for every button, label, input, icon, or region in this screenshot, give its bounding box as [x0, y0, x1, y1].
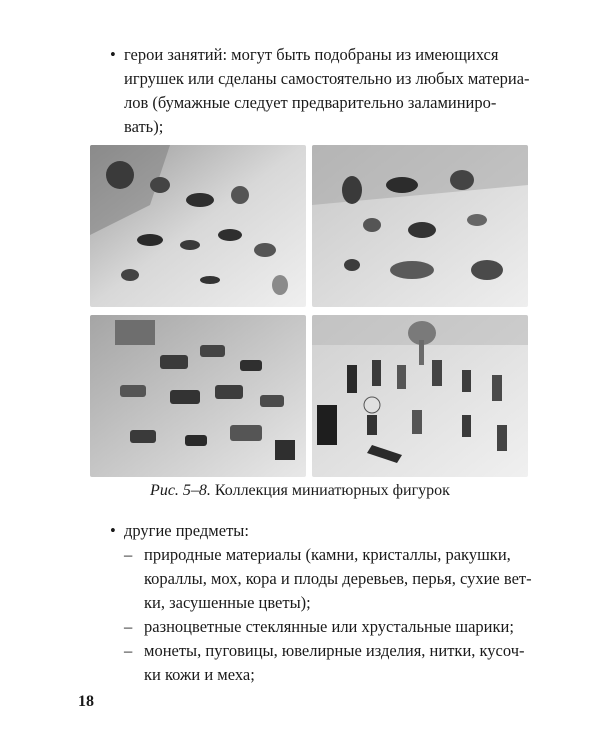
list-item	[124, 615, 514, 639]
paragraph-line	[110, 43, 499, 67]
list-item	[124, 543, 511, 567]
paragraph-line: лов (бумажные следует предварительно заламиниро-	[124, 93, 497, 112]
list-item-continuation: кораллы, мох, кора и плоды деревьев, перья, сухие вет-	[144, 569, 532, 588]
bullet-icon: •	[110, 45, 116, 64]
page-number: 18	[78, 693, 94, 710]
line-text: природные материалы (камни, кристаллы, ракушки,	[144, 545, 511, 564]
dash-icon: –	[124, 641, 133, 660]
line-text: разноцветные стеклянные или хрустальные шарики;	[144, 617, 514, 636]
paragraph-line: вать);	[124, 117, 164, 136]
photo-fantasy-figures	[312, 315, 528, 477]
bullet-icon: •	[110, 521, 116, 540]
photo-toy-vehicles	[90, 315, 306, 477]
paragraph-line: игрушек или сделаны самостоятельно из любых материа-	[124, 69, 530, 88]
figure-photo-grid	[90, 145, 528, 477]
photo-animals-insects	[90, 145, 306, 307]
dash-icon: –	[124, 617, 133, 636]
line-text: монеты, пуговицы, ювелирные изделия, нитки, кусоч-	[144, 641, 525, 660]
caption-prefix: Рис. 5–8.	[150, 482, 211, 499]
list-item-continuation: ки, засушенные цветы);	[144, 593, 311, 612]
caption-text: Коллекция миниатюрных фигурок	[210, 482, 450, 499]
figure-caption	[0, 482, 600, 500]
photo-wild-animals	[312, 145, 528, 307]
list-item	[124, 639, 525, 663]
line-text: герои занятий: могут быть подобраны из имеющихся	[124, 45, 499, 64]
dash-icon: –	[124, 545, 133, 564]
list-item-continuation: ки кожи и меха;	[144, 665, 255, 684]
heading-text: другие предметы:	[124, 521, 249, 540]
list-heading	[110, 519, 249, 543]
